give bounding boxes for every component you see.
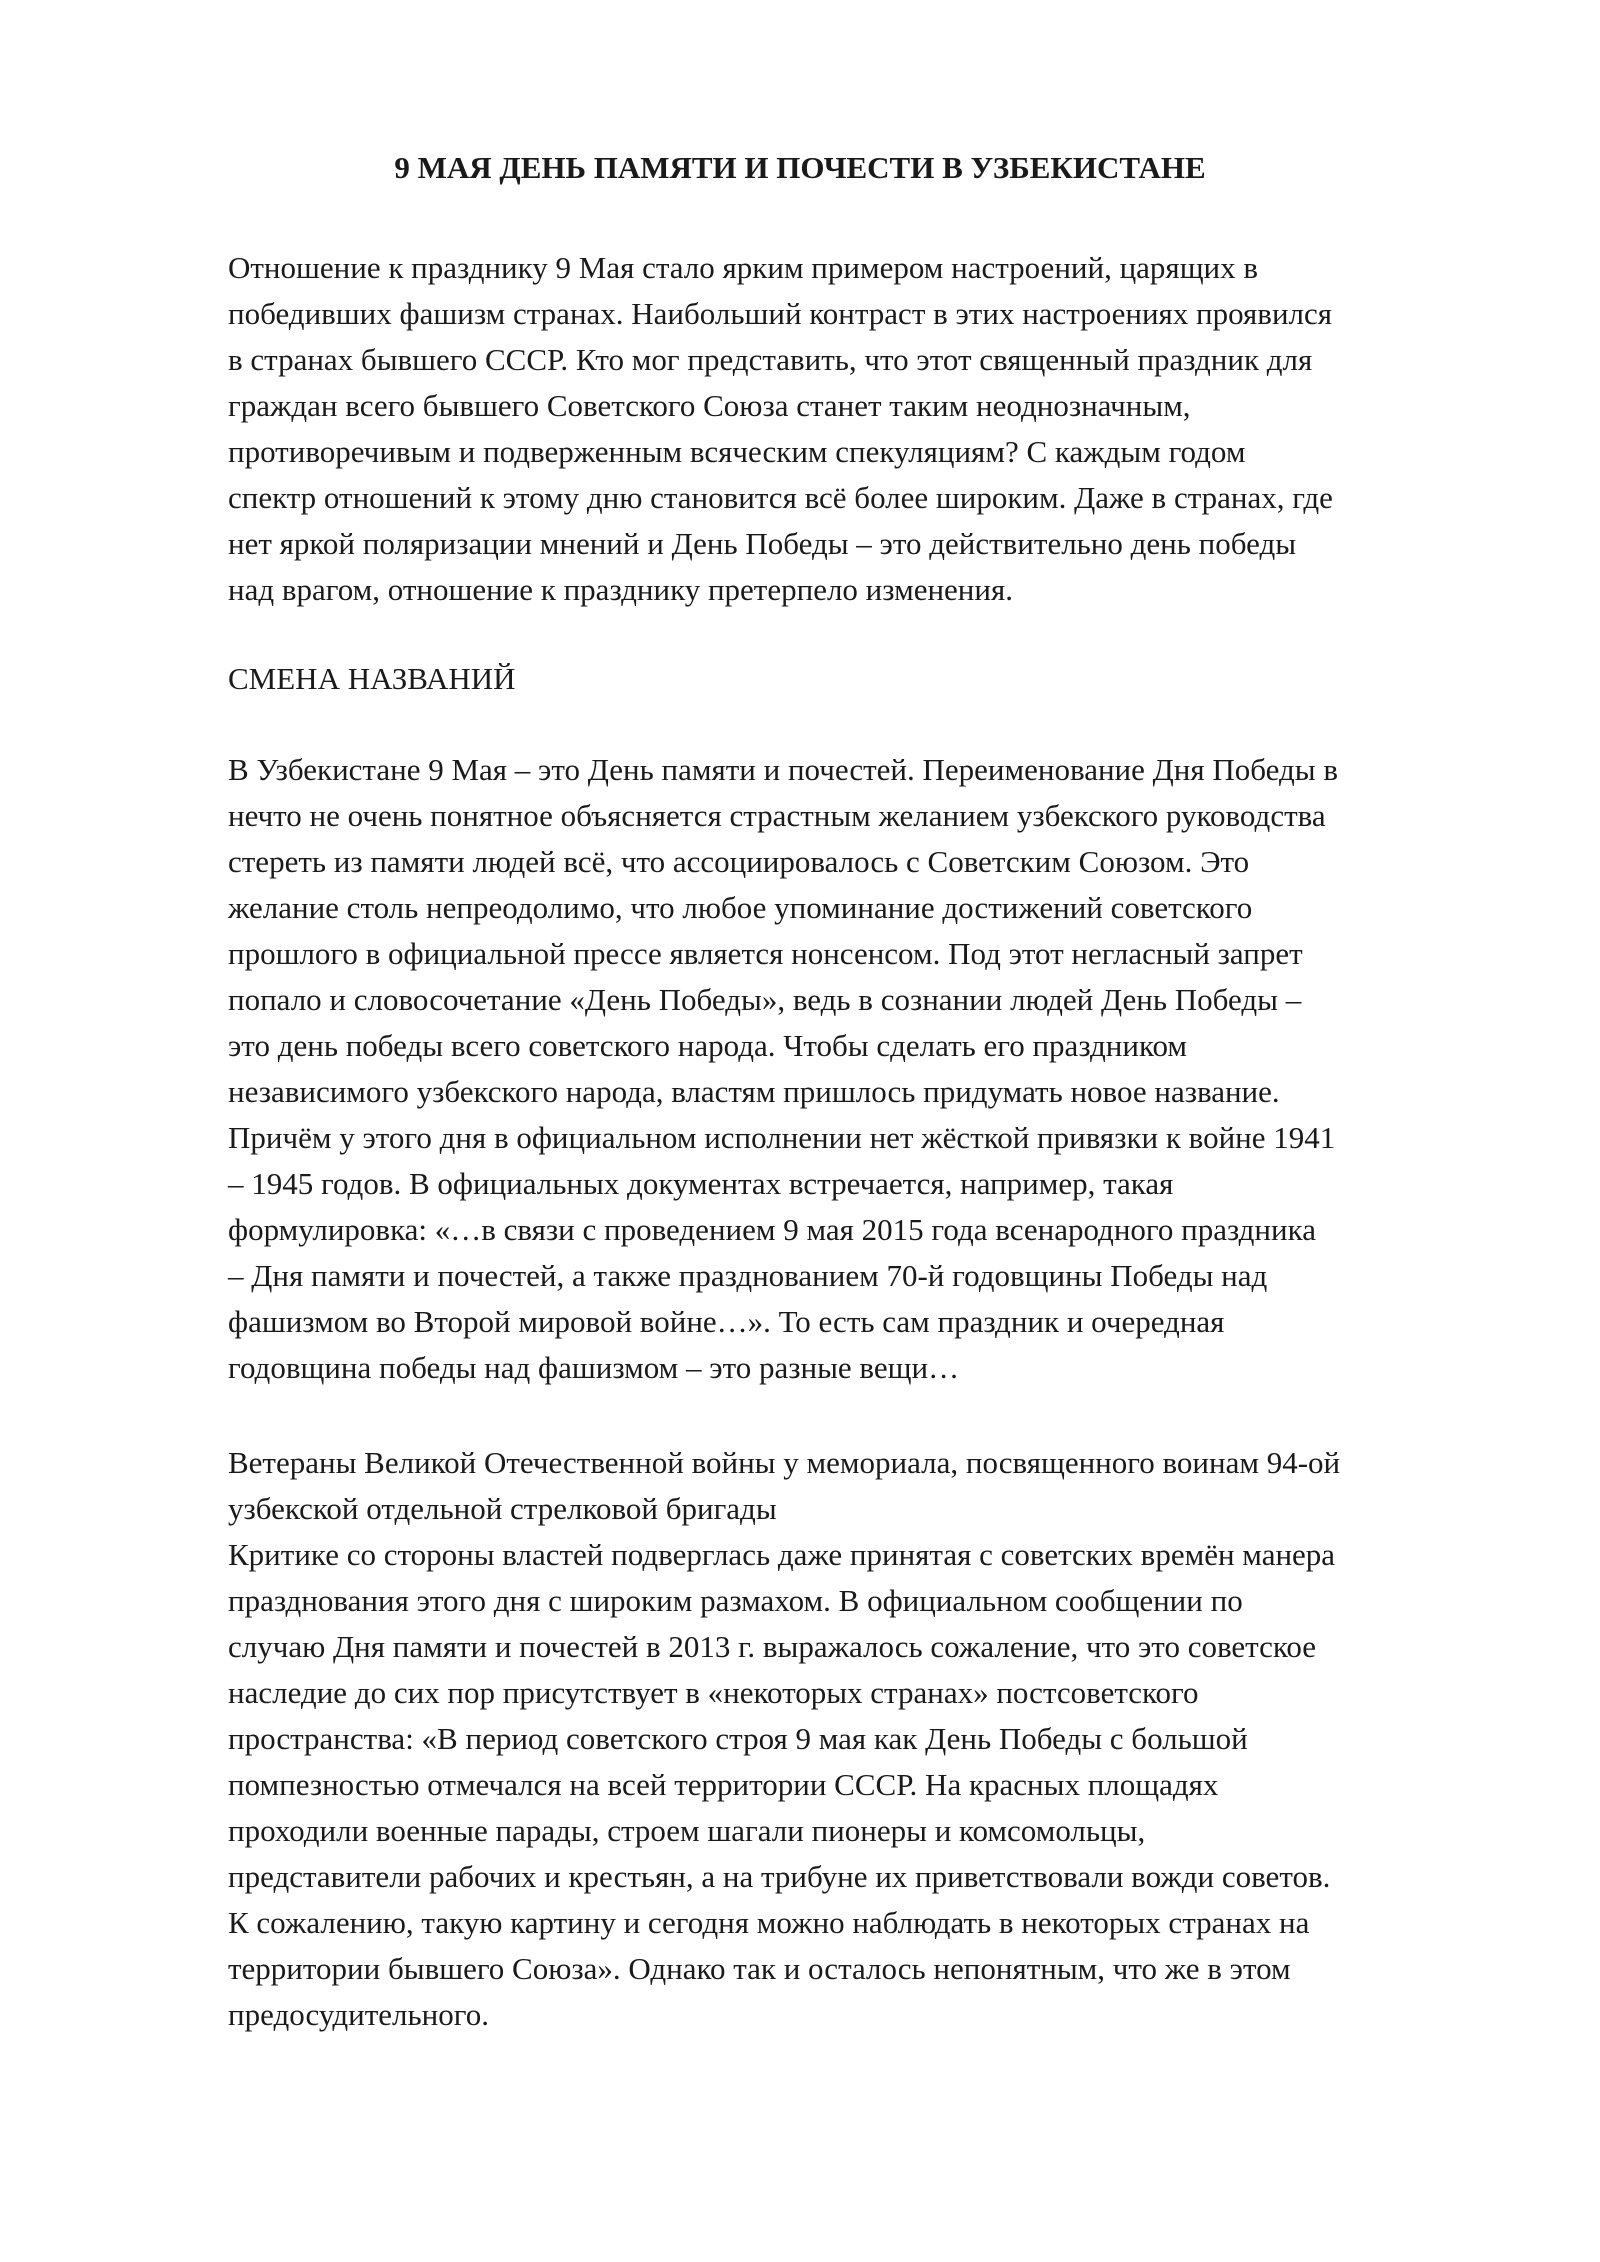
text-line: в странах бывшего СССР. Кто мог представить, что этот священный праздник для <box>228 342 1313 377</box>
text-line: – Дня памяти и почестей, а также празднованием 70-й годовщины Победы над <box>228 1258 1268 1293</box>
text-line: узбекской отдельной стрелковой бригады <box>228 1491 777 1526</box>
text-line: победивших фашизм странах. Наибольший контраст в этих настроениях проявился <box>228 296 1333 331</box>
text-line: нечто не очень понятное объясняется страстным желанием узбекского руководства <box>228 798 1326 833</box>
text-line: Критике со стороны властей подверглась даже принятая с советских времён манера <box>228 1537 1336 1572</box>
text-line: годовщина победы над фашизмом – это разные вещи… <box>228 1350 960 1385</box>
text-line: формулировка: «…в связи с проведением 9 мая 2015 года всенародного праздника <box>228 1212 1316 1247</box>
text-line: предосудительного. <box>228 1997 489 2032</box>
text-line: попало и словосочетание «День Победы», ведь в сознании людей День Победы – <box>228 982 1302 1017</box>
text-line: К сожалению, такую картину и сегодня можно наблюдать в некоторых странах на <box>228 1905 1310 1940</box>
criticism-paragraph <box>228 1532 1528 2038</box>
text-line: прошлого в официальной прессе является нонсенсом. Под этот негласный запрет <box>228 936 1303 971</box>
text-line: территории бывшего Союза». Однако так и осталось непонятным, что же в этом <box>228 1951 1291 1986</box>
text-line: фашизмом во Второй мировой войне…». То есть сам праздник и очередная <box>228 1304 1225 1339</box>
text-line: стереть из памяти людей всё, что ассоциировалось с Советским Союзом. Это <box>228 844 1250 879</box>
text-line: Ветераны Великой Отечественной войны у мемориала, посвященного воинам 94-ой <box>228 1445 1341 1480</box>
text-line: случаю Дня памяти и почестей в 2013 г. выражалось сожаление, что это советское <box>228 1629 1316 1664</box>
text-line: празднования этого дня с широким размахом. В официальном сообщении по <box>228 1583 1243 1618</box>
text-line: В Узбекистане 9 Мая – это День памяти и почестей. Переименование Дня Победы в <box>228 752 1338 787</box>
text-line: – 1945 годов. В официальных документах встречается, например, такая <box>228 1166 1174 1201</box>
section-heading: СМЕНА НАЗВАНИЙ <box>228 661 516 696</box>
text-line: это день победы всего советского народа. Чтобы сделать его праздником <box>228 1028 1187 1063</box>
text-line: Причём у этого дня в официальном исполнении нет жёсткой привязки к войне 1941 <box>228 1120 1336 1155</box>
text-line: нет яркой поляризации мнений и День Победы – это действительно день победы <box>228 526 1297 561</box>
intro-paragraph <box>228 245 1528 613</box>
text-line: независимого узбекского народа, властям пришлось придумать новое название. <box>228 1074 1280 1109</box>
text-line: помпезностью отмечался на всей территории СССР. На красных площадях <box>228 1767 1219 1802</box>
text-line: проходили военные парады, строем шагали пионеры и комсомольцы, <box>228 1813 1146 1848</box>
text-line: Отношение к празднику 9 Мая стало ярким примером настроений, царящих в <box>228 250 1259 285</box>
text-line: над врагом, отношение к празднику претерпело изменения. <box>228 572 1013 607</box>
document-title: 9 МАЯ ДЕНЬ ПАМЯТИ И ПОЧЕСТИ В УЗБЕКИСТАНЕ <box>394 150 1206 185</box>
text-line: противоречивым и подверженным всяческим спекуляциям? С каждым годом <box>228 434 1246 469</box>
text-line: наследие до сих пор присутствует в «некоторых странах» постсоветского <box>228 1675 1199 1710</box>
text-line: граждан всего бывшего Советского Союза станет таким неоднозначным, <box>228 388 1191 423</box>
rename-paragraph <box>228 747 1528 1391</box>
text-line: представители рабочих и крестьян, а на трибуне их приветствовали вожди советов. <box>228 1859 1331 1894</box>
text-line: желание столь непреодолимо, что любое упоминание достижений советского <box>228 890 1253 925</box>
text-line: пространства: «В период советского строя 9 мая как День Победы с большой <box>228 1721 1248 1756</box>
photo-caption <box>228 1440 1528 1532</box>
text-line: спектр отношений к этому дню становится всё более широким. Даже в странах, где <box>228 480 1333 515</box>
